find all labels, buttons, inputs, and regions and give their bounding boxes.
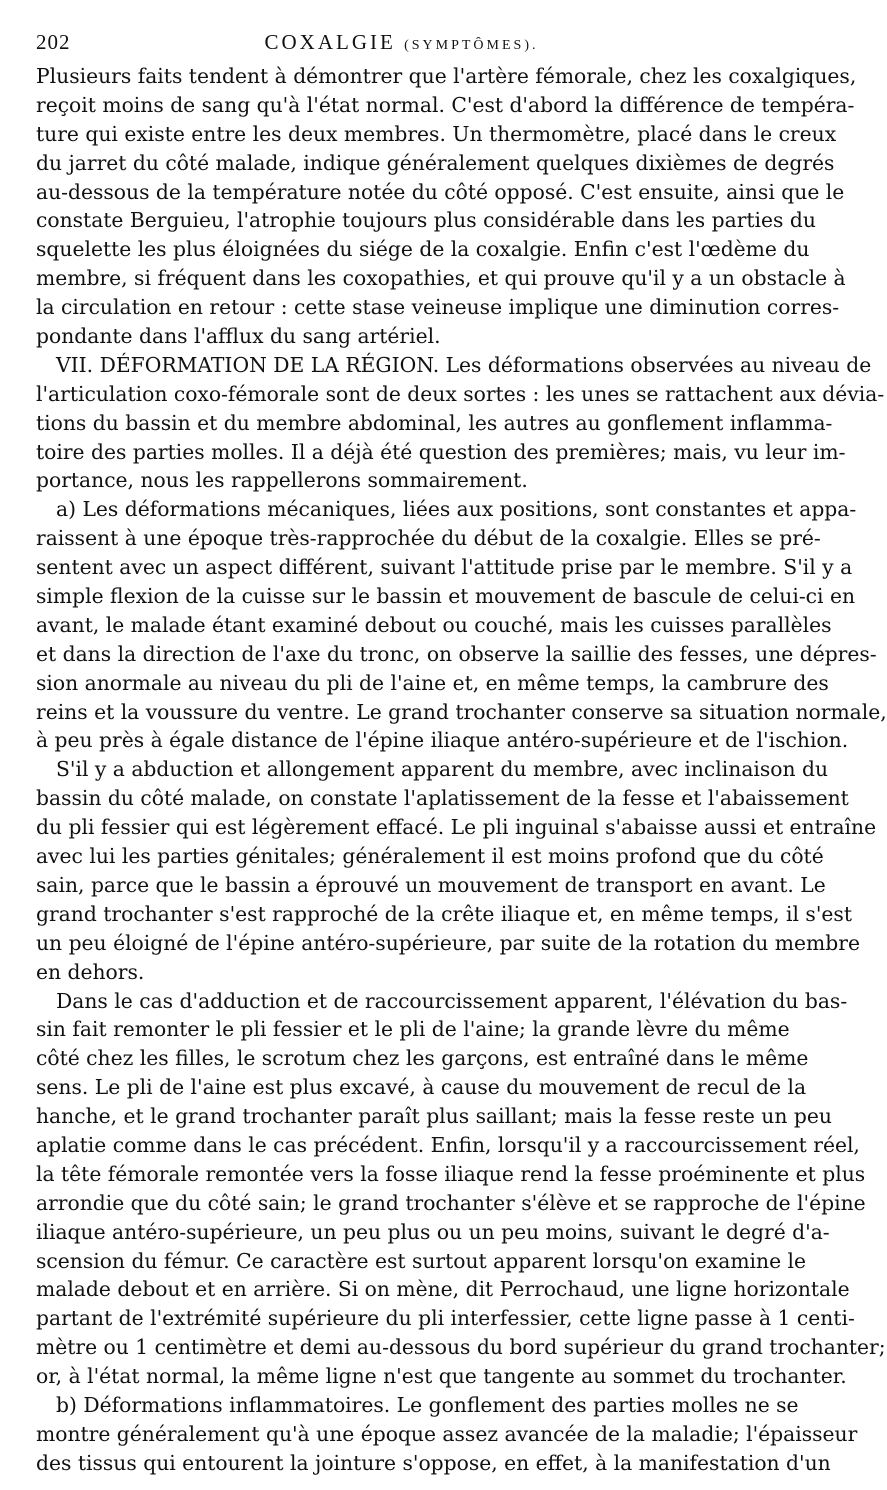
text-line: S'il y a abduction et allongement apparent du membre, avec inclinaison du xyxy=(56,757,829,782)
text-line: a) Les déformations mécaniques, liées aux positions, sont constantes et appa- xyxy=(56,497,857,522)
book-page xyxy=(36,22,887,1478)
text-line: mètre ou 1 centimètre et demi au-dessous du bord supérieur du grand trochanter; xyxy=(36,1335,886,1360)
text-line: grand trochanter s'est rapproché de la crête iliaque et, en même temps, il s'est xyxy=(36,901,852,926)
text-line: avant, le malade étant examiné debout ou couché, mais les cuisses parallèles xyxy=(36,612,832,637)
text-line: montre généralement qu'à une époque assez avancée de la maladie; l'épaisseur xyxy=(36,1421,858,1446)
text-line: côté chez les filles, le scrotum chez les garçons, est entraîné dans le même xyxy=(36,1046,809,1071)
text-line: malade debout et en arrière. Si on mène, dit Perrochaud, une ligne horizontale xyxy=(36,1277,850,1302)
text-line: reins et la voussure du ventre. Le grand trochanter conserve sa situation normale, xyxy=(36,699,887,724)
text-line: squelette les plus éloignées du siége de la coxalgie. Enfin c'est l'œdème du xyxy=(36,237,810,262)
text-line: Plusieurs faits tendent à démontrer que l'artère fémorale, chez les coxalgiques, xyxy=(36,64,857,88)
text-line: iliaque antéro-supérieure, un peu plus ou un peu moins, suivant le degré d'a- xyxy=(36,1219,830,1244)
text-line: Dans le cas d'adduction et de raccourcissement apparent, l'élévation du bas- xyxy=(56,988,848,1013)
text-line: toire des parties molles. Il a déjà été question des premières; mais, vu leur im- xyxy=(36,439,846,464)
text-line: du pli fessier qui est légèrement effacé. Le pli inguinal s'abaisse aussi et entraîne xyxy=(36,815,877,840)
text-line: l'articulation coxo-fémorale sont de deux sortes : les unes se rattachent aux dévia- xyxy=(36,381,885,406)
text-line: sentent avec un aspect différent, suivant l'attitude prise par le membre. S'il y a xyxy=(36,555,853,580)
text-line: ture qui existe entre les deux membres. Un thermomètre, placé dans le creux xyxy=(36,121,837,146)
text-line: reçoit moins de sang qu'à l'état normal. C'est d'abord la différence de tempéra- xyxy=(36,92,855,117)
text-line: simple flexion de la cuisse sur le bassin et mouvement de bascule de celui-ci en xyxy=(36,584,856,609)
body-text xyxy=(36,62,887,1478)
text-line: constate Berguieu, l'atrophie toujours plus considérable dans les parties du xyxy=(36,208,816,233)
running-title xyxy=(36,30,767,55)
text-line: VII. DÉFORMATION DE LA RÉGION. Les déformations observées au niveau de xyxy=(56,352,872,377)
running-title-main: COXALGIE xyxy=(264,30,396,54)
text-line: au-dessous de la température notée du côté opposé. C'est ensuite, ainsi que le xyxy=(36,179,845,204)
text-line: hanche, et le grand trochanter paraît plus saillant; mais la fesse reste un peu xyxy=(36,1104,832,1129)
text-line: arrondie que du côté sain; le grand trochanter s'élève et se rapproche de l'épine xyxy=(36,1190,866,1215)
text-line: en dehors. xyxy=(36,959,145,984)
text-line: aplatie comme dans le cas précédent. Enfin, lorsqu'il y a raccourcissement réel, xyxy=(36,1132,860,1157)
running-head xyxy=(36,22,767,62)
text-line: un peu éloigné de l'épine antéro-supérieure, par suite de la rotation du membre xyxy=(36,930,860,955)
text-line: bassin du côté malade, on constate l'aplatissement de la fesse et l'abaissement xyxy=(36,786,849,811)
text-line: pondante dans l'afflux du sang artériel. xyxy=(36,324,441,349)
text-line: des tissus qui entourent la jointure s'oppose, en effet, à la manifestation d'un xyxy=(36,1450,831,1475)
text-line: scension du fémur. Ce caractère est surtout apparent lorsqu'on examine le xyxy=(36,1248,807,1273)
text-line: sain, parce que le bassin a éprouvé un mouvement de transport en avant. Le xyxy=(36,872,826,897)
text-line: partant de l'extrémité supérieure du pli interfessier, cette ligne passe à 1 centi- xyxy=(36,1306,855,1331)
text-line: tions du bassin et du membre abdominal, les autres au gonflement inflamma- xyxy=(36,410,833,435)
text-line: sens. Le pli de l'aine est plus excavé, à cause du mouvement de recul de la xyxy=(36,1075,807,1100)
text-line: et dans la direction de l'axe du tronc, on observe la saillie des fesses, une dépres- xyxy=(36,641,877,666)
text-line: du jarret du côté malade, indique généralement quelques dixièmes de degrés xyxy=(36,150,835,175)
text-line: la circulation en retour : cette stase veineuse implique une diminution corres- xyxy=(36,295,840,320)
page-number: 202 xyxy=(36,30,71,54)
text-line: à peu près à égale distance de l'épine iliaque antéro-supérieure et de l'ischion. xyxy=(36,728,849,753)
text-line: raissent à une époque très-rapprochée du début de la coxalgie. Elles se pré- xyxy=(36,526,821,551)
text-line: or, à l'état normal, la même ligne n'est que tangente au sommet du trochanter. xyxy=(36,1364,847,1389)
text-line: avec lui les parties génitales; généralement il est moins profond que du côté xyxy=(36,844,824,869)
text-line: sion anormale au niveau du pli de l'aine et, en même temps, la cambrure des xyxy=(36,670,829,695)
text-line: portance, nous les rappellerons sommairement. xyxy=(36,468,528,493)
running-title-subtitle: (SYMPTÔMES). xyxy=(404,38,539,53)
text-line: sin fait remonter le pli fessier et le pli de l'aine; la grande lèvre du même xyxy=(36,1017,790,1042)
text-line: b) Déformations inflammatoires. Le gonflement des parties molles ne se xyxy=(56,1392,799,1417)
text-line: membre, si fréquent dans les coxopathies, et qui prouve qu'il y a un obstacle à xyxy=(36,266,846,291)
text-line: la tête fémorale remontée vers la fosse iliaque rend la fesse proéminente et plus xyxy=(36,1161,866,1186)
